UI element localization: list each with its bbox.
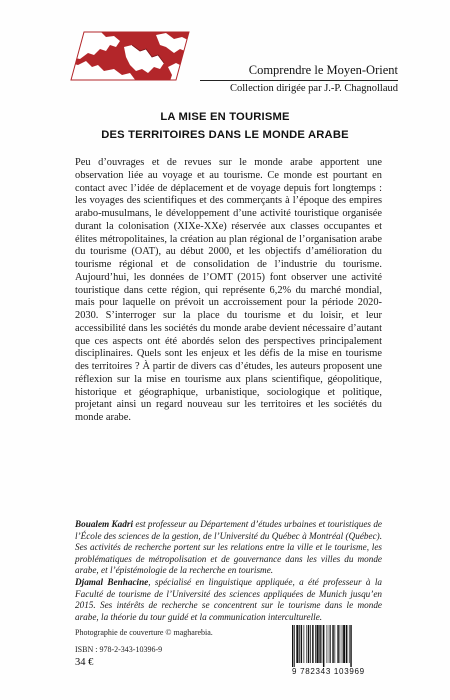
book-title	[0, 109, 450, 144]
author-bio-1	[75, 519, 382, 577]
photo-credit: Photographie de couverture © magharebia.	[75, 628, 213, 637]
middle-east-map-logo	[70, 31, 190, 81]
author-name: Djamal Benhacine	[75, 577, 149, 587]
isbn: ISBN : 978-2-343-10396-9	[75, 645, 163, 654]
author-bio-text: , spécialisé en linguistique appliquée, a été professeur à la Faculté de tourisme de l’Université des sciences appliquées de Munich jusqu’en 2015. Ses intérêts de recherche se concentrent sur le tourisme dans le monde arabe, la théorie du tour guidé et la communication interculturelle.	[75, 577, 382, 622]
summary-paragraph: Peu d’ouvrages et de revues sur le monde arabe apportent une observation liée au voyage et au tourisme. Ce monde est pourtant en contact avec l’idée de déplacement et de voyage depuis fort longtemps : les voyages des scientifiques et des commerçants à l’époque des empires arabo-musulmans, le développement d’une activité touristique organisée durant la colonisation (XIXe-XXe) réservée aux classes occupantes et élites métropolitaines, la création au plan régional de l’organisation arabe du tourisme (OAT), au début 2000, et les objectifs d’amélioration du tourisme régional et de consolidation de l’industrie du tourisme. Aujourd’hui, les données de l’OMT (2015) font observer une activité touristique dans cette région, qui représente 6,2% du marché mondial, mais pour laquelle on prévoit un accroissement pour la période 2020-2030. S’interroger sur la place du tourisme et du loisir, et leur accessibilité dans les sociétés du monde arabe devient nécessaire d’autant que ces aspects ont été abordés selon des perspectives principalement disciplinaires. Quels sont les enjeux et les défis de la mise en tourisme des territoires ? À partir de divers cas d’études, les auteurs proposent une réflexion sur la mise en tourisme aux plans scientifique, géopolitique, historique et géographique, urbanistique, sociologique et politique, projetant ainsi un regard nouveau sur les territoires et les sociétés du monde arabe.	[75, 157, 382, 423]
book-title-line-1: LA MISE EN TOURISME	[160, 111, 290, 123]
book-title-line-2: DES TERRITOIRES DANS LE MONDE ARABE	[101, 128, 349, 141]
series-divider	[200, 80, 398, 81]
author-bio-text: est professeur au Département d’études urbaines et touristiques de l’École des sciences de la gestion, de l’Université du Québec à Montréal (Québec). Ses activités de recherche portent sur les relations entre la ville et le tourisme, les problématiques de métropolisation et de gouvernance dans les villes du monde arabe, et l’épistémologie de la recherche en tourisme.	[75, 519, 383, 576]
series-title: Comprendre le Moyen-Orient	[248, 63, 398, 77]
author-name: Boualem Kadri	[75, 519, 134, 529]
author-bio-2	[75, 577, 382, 623]
series-editor: Collection dirigée par J.-P. Chagnollaud	[230, 83, 398, 94]
price: 34 €	[75, 657, 94, 668]
summary-text	[75, 157, 382, 425]
barcode-digits: 9 782343 103969	[292, 667, 365, 676]
